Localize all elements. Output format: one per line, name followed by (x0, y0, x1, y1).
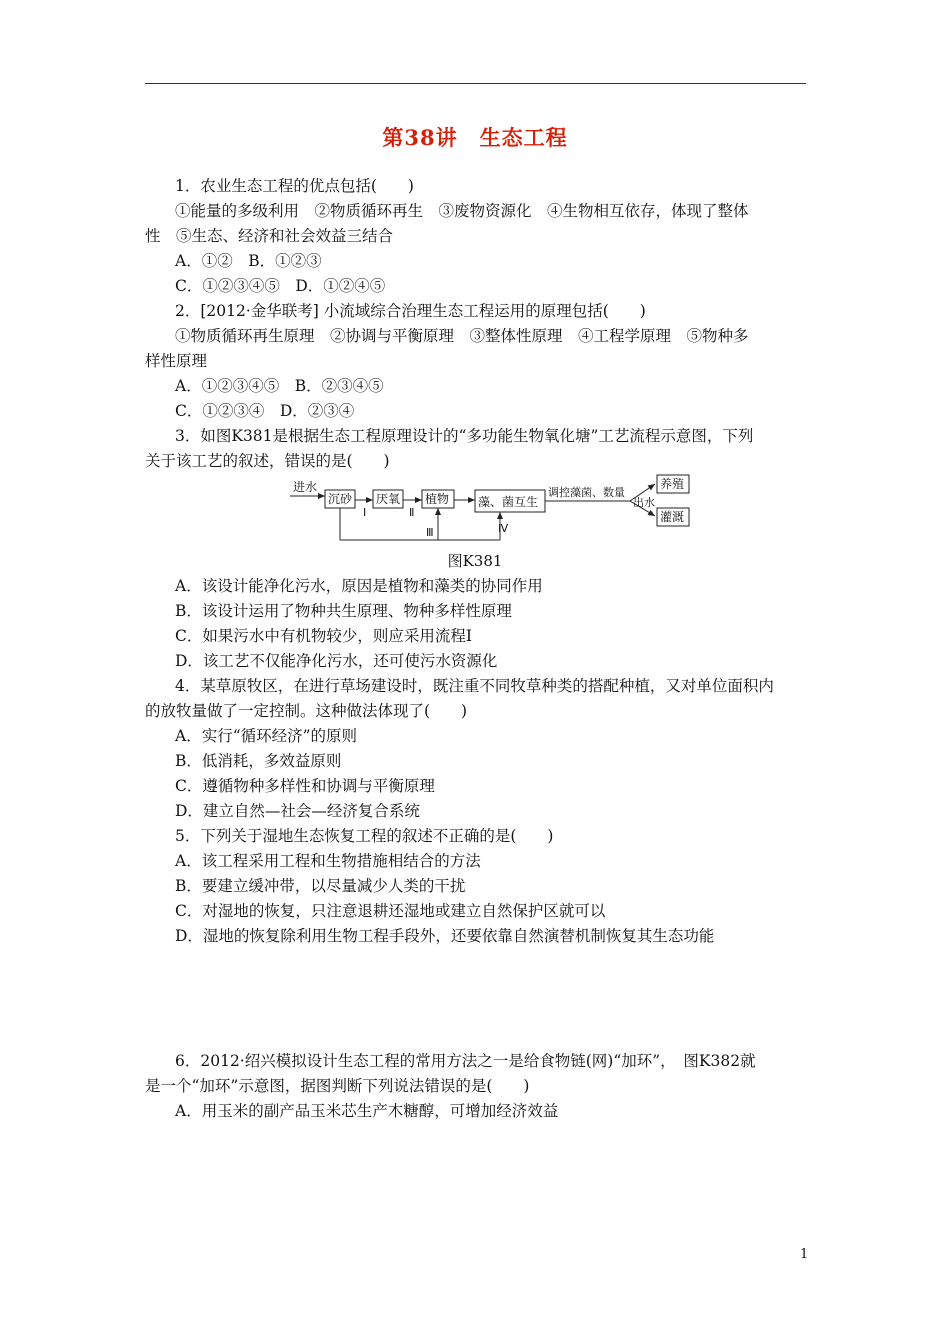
q5-option-b: B．要建立缓冲带，以尽量减少人类的干扰 (175, 877, 466, 895)
q6-stem-cont: 是一个“加环”示意图，据图判断下列说法错误的是( ) (145, 1077, 530, 1095)
q2-items: ①物质循环再生原理 ②协调与平衡原理 ③整体性原理 ④工程学原理 ⑤物种多 (175, 327, 749, 345)
q4-stem: 4．某草原牧区，在进行草场建设时，既注重不同牧草种类的搭配种植，又对单位面积内 (175, 677, 774, 695)
route-label-1: Ⅰ (363, 506, 367, 519)
q5-option-d: D．湿地的恢复除利用生物工程手段外，还要依靠自然演替机制恢复其生态功能 (175, 927, 715, 945)
q3-stem-cont: 关于该工艺的叙述，错误的是( ) (145, 452, 390, 470)
figure-caption: 图K381 (447, 552, 503, 570)
control-label: 调控藻菌、数量 (548, 486, 625, 499)
box-anaerobic-label: 厌氧 (376, 492, 401, 506)
q5-option-c: C．对湿地的恢复，只注意退耕还湿地或建立自然保护区就可以 (175, 902, 606, 920)
q2-stem: 2．[2012·金华联考] 小流域综合治理生态工程运用的原理包括( ) (175, 302, 646, 320)
q3-option-c: C．如果污水中有机物较少，则应采用流程Ⅰ (175, 627, 472, 645)
q1-options-ab: A．①② B．①②③ (175, 252, 322, 270)
q4-option-c: C．遵循物种多样性和协调与平衡原理 (175, 777, 435, 795)
q4-option-b: B．低消耗，多效益原则 (175, 752, 342, 770)
box-irrigation-label: 灌溉 (660, 510, 685, 524)
q2-items-cont: 样性原理 (145, 352, 208, 370)
q4-option-d: D．建立自然—社会—经济复合系统 (175, 802, 420, 820)
q1-items: ①能量的多级利用 ②物质循环再生 ③废物资源化 ④生物相互依存，体现了整体 (175, 202, 749, 220)
q1-options-cd: C．①②③④⑤ D．①②④⑤ (175, 277, 386, 295)
q3-stem: 3．如图K381是根据生态工程原理设计的“多功能生物氧化塘”工艺流程示意图，下列 (175, 427, 754, 445)
page-number: 1 (800, 1247, 809, 1262)
q4-stem-cont: 的放牧量做了一定控制。这种做法体现了( ) (145, 702, 468, 720)
route-label-4: Ⅳ (498, 522, 509, 535)
q6-option-a: A．用玉米的副产品玉米芯生产木糖醇，可增加经济效益 (175, 1102, 559, 1120)
q2-options-ab: A．①②③④⑤ B．②③④⑤ (175, 377, 384, 395)
box-algae-label: 藻、菌互生 (478, 495, 539, 509)
header-rule (145, 83, 806, 84)
q5-stem: 5．下列关于湿地生态恢复工程的叙述不正确的是( ) (175, 827, 554, 845)
q6-stem: 6．2012·绍兴模拟设计生态工程的常用方法之一是给食物链(网)“加环”， 图K382就 (175, 1052, 756, 1070)
q3-option-a: A．该设计能净化污水，原因是植物和藻类的协同作用 (175, 577, 543, 595)
q3-option-d: D．该工艺不仅能净化污水，还可使污水资源化 (175, 652, 498, 670)
route-label-2: Ⅱ (409, 506, 415, 519)
q1-items-cont: 性 ⑤生态、经济和社会效益三结合 (145, 227, 394, 245)
outlet-label: 出水 (633, 496, 655, 509)
q4-option-a: A．实行“循环经济”的原则 (175, 727, 358, 745)
box-sand-label: 沉砂 (328, 492, 353, 506)
page-title: 第38讲 生态工程 (382, 125, 568, 150)
q3-option-b: B．该设计运用了物种共生原理、物种多样性原理 (175, 602, 512, 620)
q2-options-cd: C．①②③④ D．②③④ (175, 402, 355, 420)
route-label-3: Ⅲ (426, 526, 434, 539)
box-aquaculture-label: 养殖 (660, 477, 685, 491)
q1-stem: 1．农业生态工程的优点包括( ) (175, 177, 414, 195)
q5-option-a: A．该工程采用工程和生物措施相结合的方法 (175, 852, 481, 870)
flow-diagram (285, 470, 705, 545)
inlet-label: 进水 (293, 480, 318, 494)
box-plants-label: 植物 (425, 492, 450, 506)
